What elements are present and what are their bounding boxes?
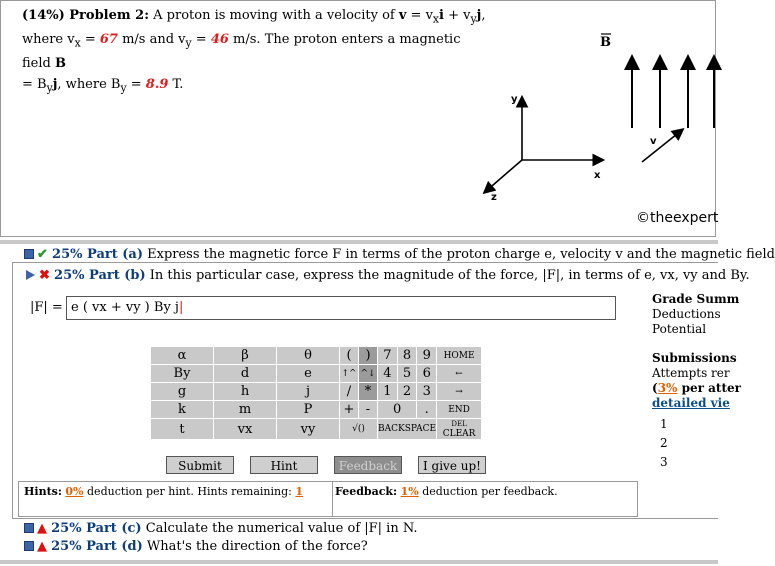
submission-row: 2 bbox=[660, 436, 668, 450]
text: where v bbox=[22, 32, 75, 48]
text: 25% Part (c) bbox=[51, 521, 142, 536]
text: 25% Part (a) bbox=[52, 247, 143, 262]
key-m[interactable]: m bbox=[214, 401, 277, 419]
key-dot[interactable]: . bbox=[417, 401, 437, 419]
key-j[interactable]: j bbox=[277, 383, 340, 401]
submission-row: 3 bbox=[660, 455, 668, 469]
text: 25% Part (d) bbox=[51, 539, 143, 554]
key-end[interactable]: END bbox=[437, 401, 482, 419]
submit-button[interactable]: Submit bbox=[166, 456, 234, 474]
key-4[interactable]: 4 bbox=[378, 365, 398, 383]
text: 3% bbox=[657, 381, 678, 395]
key-k[interactable]: k bbox=[151, 401, 214, 419]
text: j bbox=[52, 76, 58, 92]
key-h[interactable]: h bbox=[214, 383, 277, 401]
submissions-panel: Submissions Attempts rer (3% per atter detailed vie 1 2 3 bbox=[652, 351, 741, 472]
by-value: 8.9 bbox=[145, 76, 169, 92]
text: 0% bbox=[65, 485, 84, 498]
text: 1 bbox=[295, 485, 304, 498]
key-theta[interactable]: θ bbox=[277, 347, 340, 365]
problem-heading: (14%) Problem 2: bbox=[22, 8, 149, 23]
key-3[interactable]: 3 bbox=[417, 383, 437, 401]
vx-value: 67 bbox=[99, 32, 118, 48]
warning-icon: ▲ bbox=[37, 539, 47, 554]
text: Calculate the numerical value of |F| in N. bbox=[145, 521, 418, 536]
expand-icon[interactable] bbox=[24, 523, 34, 533]
text: j bbox=[476, 8, 482, 23]
v-label: v bbox=[650, 136, 657, 147]
key-vx[interactable]: vx bbox=[214, 419, 277, 440]
cross-icon: ✖ bbox=[39, 268, 50, 283]
key-open-paren[interactable]: ( bbox=[340, 347, 359, 365]
feedback-button[interactable]: Feedback bbox=[334, 456, 402, 474]
text: per atter bbox=[677, 381, 741, 395]
text: deduction per hint. Hints remaining: bbox=[87, 485, 292, 498]
part-b[interactable] bbox=[26, 268, 750, 283]
hint-button[interactable]: Hint bbox=[250, 456, 318, 474]
separator-bar bbox=[0, 240, 718, 244]
text: y bbox=[470, 12, 477, 26]
b-label: B bbox=[600, 35, 611, 50]
key-e[interactable]: e bbox=[277, 365, 340, 383]
text: y bbox=[185, 36, 192, 50]
key-backspace[interactable]: BACKSPACE bbox=[378, 419, 437, 440]
z-label: z bbox=[491, 192, 497, 203]
text: y bbox=[46, 81, 53, 95]
text: x bbox=[432, 12, 440, 26]
key-sqrt[interactable]: √() bbox=[340, 419, 378, 440]
warning-icon: ▲ bbox=[37, 521, 47, 536]
key-close-paren[interactable]: ) bbox=[359, 347, 378, 365]
answer-label: |F| = bbox=[30, 300, 63, 315]
watermark: ©theexpert bbox=[636, 210, 719, 226]
z-axis bbox=[485, 160, 522, 192]
part-c[interactable] bbox=[24, 521, 418, 536]
key-t[interactable]: t bbox=[151, 419, 214, 440]
key-minus[interactable]: - bbox=[359, 401, 378, 419]
detailed-view-link[interactable]: detailed vie bbox=[652, 396, 730, 410]
text: x bbox=[74, 36, 81, 50]
text: = bbox=[126, 76, 146, 92]
text: Submissions bbox=[652, 351, 737, 365]
key-left-arrow[interactable]: ← bbox=[437, 365, 482, 383]
text: y bbox=[120, 81, 127, 95]
text: e ( vx + vy ) By j bbox=[71, 300, 179, 315]
text: Grade Summ bbox=[652, 292, 740, 306]
give-up-button[interactable]: I give up! bbox=[418, 456, 486, 474]
text: v bbox=[398, 8, 407, 23]
key-P[interactable]: P bbox=[277, 401, 340, 419]
hints-info bbox=[24, 485, 303, 498]
key-superscript[interactable]: ↑^ bbox=[340, 365, 359, 383]
key-home[interactable]: HOME bbox=[437, 347, 482, 365]
key-2[interactable]: 2 bbox=[397, 383, 417, 401]
answer-input[interactable]: e ( vx + vy ) By j| bbox=[66, 296, 616, 320]
key-d[interactable]: d bbox=[214, 365, 277, 383]
keypad bbox=[150, 346, 482, 440]
text: = v bbox=[406, 8, 433, 23]
text: CLEAR bbox=[442, 429, 476, 439]
text: m/s. The proton enters a magnetic field bbox=[22, 32, 461, 72]
key-subscript[interactable]: ^↓ bbox=[359, 365, 378, 383]
text: deduction per feedback. bbox=[422, 485, 558, 498]
text: Hints: bbox=[24, 485, 62, 498]
expand-icon[interactable] bbox=[24, 541, 34, 551]
key-plus[interactable]: + bbox=[340, 401, 359, 419]
part-a[interactable] bbox=[24, 247, 775, 262]
text: In this particular case, express the magnitude of the force, |F|, in terms of e, vx, vy and By. bbox=[149, 268, 750, 283]
key-vy[interactable]: vy bbox=[277, 419, 340, 440]
text: T. bbox=[168, 76, 184, 92]
play-icon bbox=[26, 270, 35, 280]
text: Attempts rer bbox=[652, 366, 730, 380]
vy-value: 46 bbox=[210, 32, 229, 48]
text: Feedback: bbox=[335, 485, 398, 498]
text: , where B bbox=[57, 76, 121, 92]
text: Potential bbox=[652, 322, 707, 336]
check-icon: ✔ bbox=[37, 247, 48, 262]
grade-summary bbox=[652, 292, 739, 337]
part-d[interactable] bbox=[24, 539, 368, 554]
x-label: x bbox=[594, 170, 601, 181]
text: 1% bbox=[400, 485, 419, 498]
key-beta[interactable]: β bbox=[214, 347, 277, 365]
key-By[interactable]: By bbox=[151, 365, 214, 383]
expand-icon[interactable] bbox=[24, 249, 34, 259]
feedback-info bbox=[335, 485, 558, 498]
key-alpha[interactable]: α bbox=[151, 347, 214, 365]
text: = B bbox=[22, 76, 47, 92]
problem-statement bbox=[22, 6, 492, 99]
submission-row: 1 bbox=[660, 417, 668, 431]
key-8[interactable]: 8 bbox=[397, 347, 417, 365]
key-6[interactable]: 6 bbox=[417, 365, 437, 383]
key-5[interactable]: 5 bbox=[397, 365, 417, 383]
key-g[interactable]: g bbox=[151, 383, 214, 401]
text: , bbox=[481, 8, 486, 23]
text: B bbox=[54, 56, 66, 72]
text: = bbox=[191, 32, 211, 48]
text: Express the magnetic force F in terms of the proton charge e, velocity v and the magnetic field bbox=[147, 247, 775, 262]
y-label: y bbox=[511, 94, 518, 105]
key-del-clear[interactable] bbox=[437, 419, 482, 440]
key-0[interactable]: 0 bbox=[378, 401, 417, 419]
key-7[interactable]: 7 bbox=[378, 347, 398, 365]
key-divide[interactable]: / bbox=[340, 383, 359, 401]
bottom-bar bbox=[0, 560, 718, 564]
text: A proton is moving with a velocity of bbox=[149, 8, 399, 23]
magnetic-field-figure bbox=[470, 20, 718, 230]
text: DEL bbox=[451, 420, 467, 428]
key-9[interactable]: 9 bbox=[417, 347, 437, 365]
text: i bbox=[439, 8, 444, 23]
text: = bbox=[80, 32, 100, 48]
text: m/s and v bbox=[117, 32, 186, 48]
velocity-arrow bbox=[642, 130, 682, 162]
key-multiply[interactable]: * bbox=[359, 383, 378, 401]
key-right-arrow[interactable]: → bbox=[437, 383, 482, 401]
text: + v bbox=[443, 8, 471, 23]
text: 25% Part (b) bbox=[54, 268, 146, 283]
text: Deductions bbox=[652, 307, 721, 321]
key-1[interactable]: 1 bbox=[378, 383, 398, 401]
text: What's the direction of the force? bbox=[146, 539, 368, 554]
